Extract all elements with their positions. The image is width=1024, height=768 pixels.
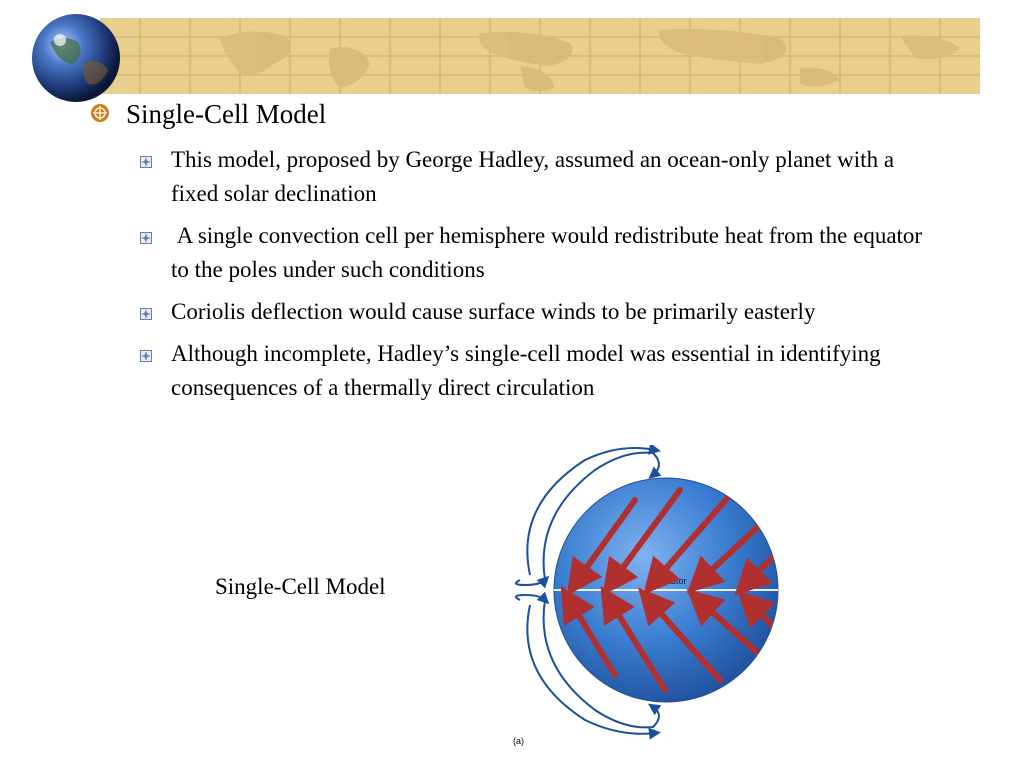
- square-bullet-icon: [140, 308, 152, 320]
- panel-label: (a): [513, 736, 524, 746]
- bullet-text: A single convection cell per hemisphere would redistribute heat from the equator to the poles under such conditions: [171, 223, 928, 282]
- figure-caption: Single-Cell Model: [215, 574, 386, 599]
- bullet-text: This model, proposed by George Hadley, assumed an ocean-only planet with a fixed solar declination: [171, 147, 895, 206]
- header-map-banner: [100, 18, 980, 94]
- square-bullet-icon: [140, 156, 152, 168]
- bullet-list: [140, 143, 940, 413]
- bullet-text: Coriolis deflection would cause surface winds to be primarily easterly: [171, 299, 816, 324]
- equator-label: Equator: [655, 576, 687, 586]
- square-bullet-icon: [140, 350, 152, 362]
- convection-cell-path: [516, 595, 545, 600]
- slide-title: Single-Cell Model: [126, 99, 327, 129]
- list-item: [140, 337, 940, 405]
- convection-cell-path: [516, 580, 545, 585]
- globe-logo: [30, 12, 122, 104]
- bullet-text: Although incomplete, Hadley’s single-cell model was essential in identifying consequences of a thermally direct circulation: [171, 341, 881, 400]
- list-item: [140, 219, 940, 287]
- list-item: [140, 295, 940, 329]
- single-cell-diagram: [505, 445, 790, 750]
- title-bullet-icon: [90, 103, 110, 123]
- square-bullet-icon: [140, 232, 152, 244]
- list-item: [140, 143, 940, 211]
